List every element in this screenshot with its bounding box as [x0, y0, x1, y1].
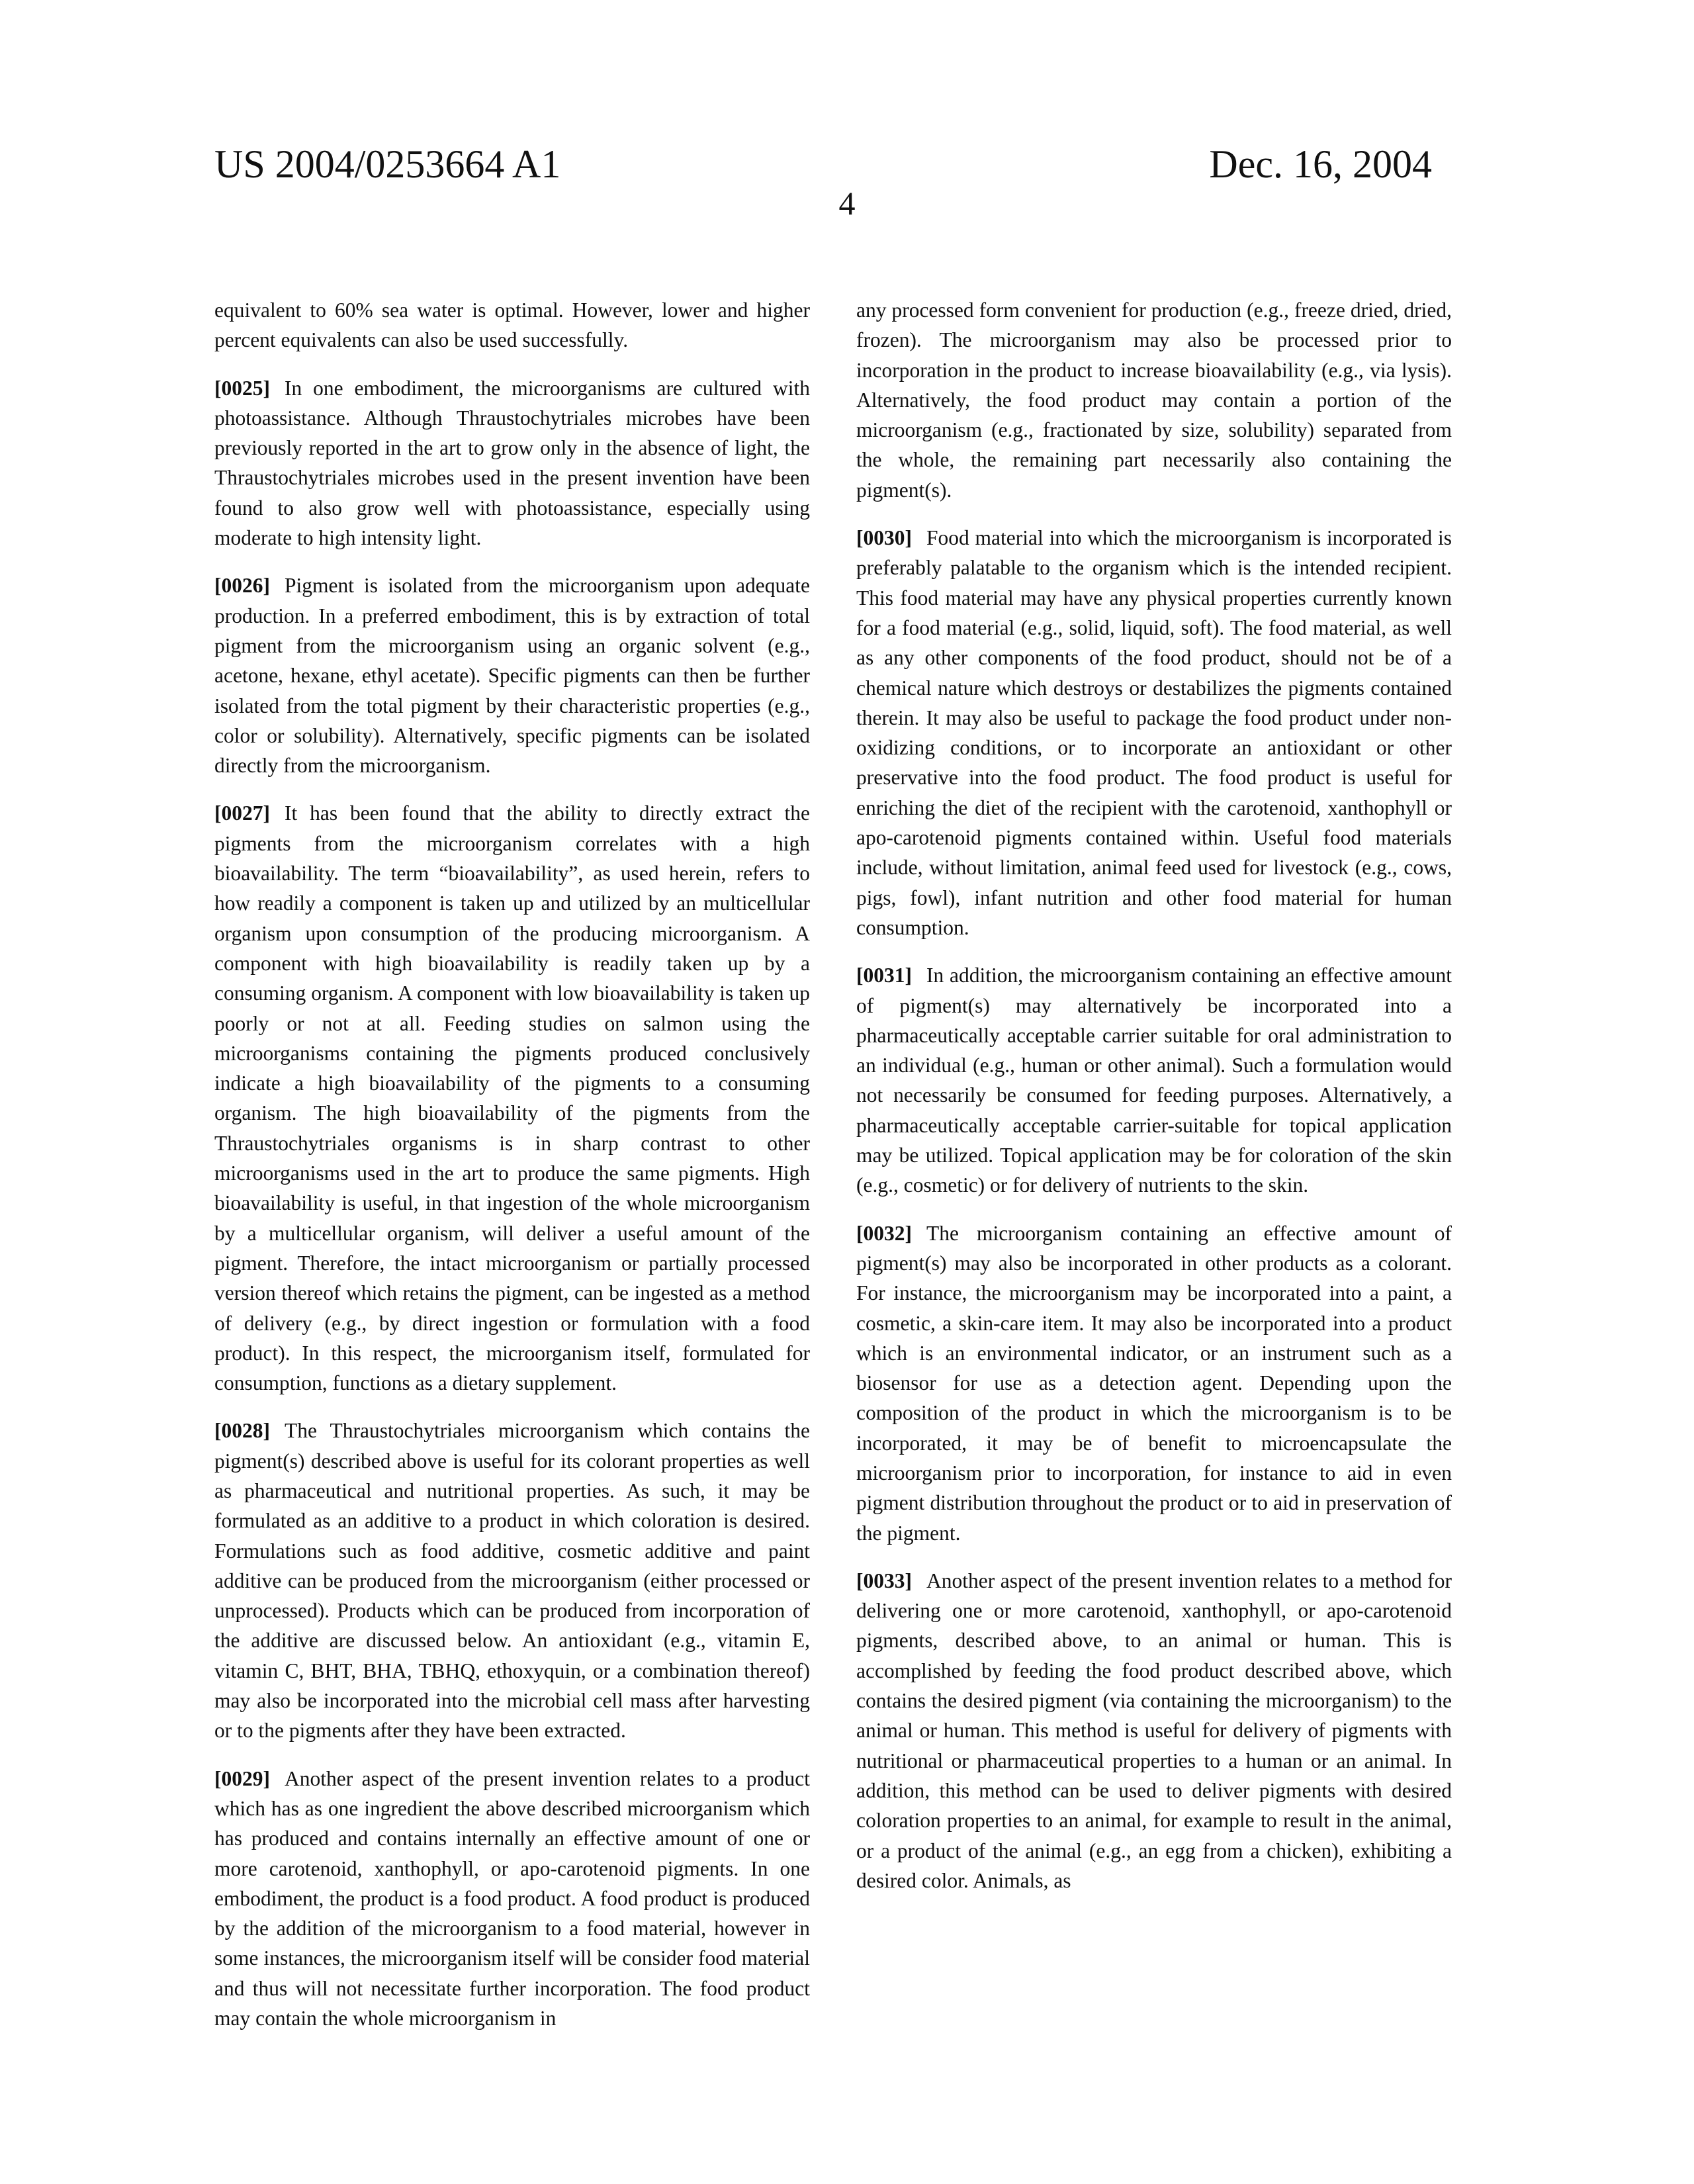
paragraph	[856, 960, 1452, 1200]
paragraph-number: [0025]	[214, 377, 270, 400]
paragraph	[214, 295, 810, 355]
paragraph	[214, 1416, 810, 1745]
paragraph	[856, 1218, 1452, 1548]
paragraph-number: [0030]	[856, 526, 912, 549]
paragraph-number: [0028]	[214, 1419, 270, 1442]
paragraph-text: In one embodiment, the microorganisms are cultured with photoassistance. Although Thraustochytriales microbes have been previously reported in the art to grow only in the absence of light, the Thraustochytriales microbes used in the present invention have been found to also grow well with photoassistance, especially using moderate to high intensity light.	[214, 377, 810, 549]
paragraph-text: Pigment is isolated from the microorganism upon adequate production. In a preferred embodiment, this is by extraction of total pigment from the microorganism using an organic solvent (e.g., acetone, hexane, ethyl acetate). Specific pigments can then be further isolated from the total pigment by their characteristic properties (e.g., color or solubility). Alternatively, specific pigments can be isolated directly from the microorganism.	[214, 574, 810, 777]
right-column	[856, 295, 1452, 1913]
paragraph	[856, 1566, 1452, 1895]
paragraph-number: [0029]	[214, 1767, 270, 1790]
paragraph-text: The Thraustochytriales microorganism which contains the pigment(s) described above is useful for its colorant properties as well as pharmaceutical and nutritional properties. As such, it may be formulated as an additive to a product in which coloration is desired. Formulations such as food additive, cosmetic additive and paint additive can be produced from the microorganism (either processed or unprocessed). Products which can be produced from incorporation of the additive are discussed below. An antioxidant (e.g., vitamin E, vitamin C, BHT, BHA, TBHQ, ethoxyquin, or a combination thereof) may also be incorporated into the microbial cell mass after harvesting or to the pigments after they have been extracted.	[214, 1419, 810, 1742]
paragraph-text: Another aspect of the present invention relates to a method for delivering one or more carotenoid, xanthophyll, or apo-carotenoid pigments, described above, to an animal or human. This is accomplished by feeding the food product described above, which contains the desired pigment (via containing the microorganism) to the animal or human. This method is useful for delivery of pigments with nutritional or pharmaceutical properties to a human or an animal. In addition, this method can be used to deliver pigments with desired coloration properties to an animal, for example to result in the animal, or a product of the animal (e.g., an egg from a chicken), exhibiting a desired color. Animals, as	[856, 1569, 1452, 1892]
paragraph	[214, 373, 810, 553]
paragraph-text: Another aspect of the present invention relates to a product which has as one ingredient the above described microorganism which has produced and contains internally an effective amount of one or more carotenoid, xanthophyll, or apo-carotenoid pigments. In one embodiment, the product is a food product. A food product is produced by the addition of the microorganism to a food material, however in some instances, the microorganism itself will be consider food material and thus will not necessitate further incorporation. The food product may contain the whole microorganism in	[214, 1767, 810, 2030]
paragraph-text: Food material into which the microorganism is incorporated is preferably palatable to the organism which is the intended recipient. This food material may have any physical properties currently known for a food material (e.g., solid, liquid, soft). The food material, as well as any other components of the food product, should not be of a chemical nature which destroys or destabilizes the pigments contained therein. It may also be useful to package the food product under non-oxidizing conditions, or to incorporate an antioxidant or other preservative into the food product. The food product is useful for enriching the diet of the recipient with the carotenoid, xanthophyll or apo-carotenoid pigments contained within. Useful food materials include, without limitation, animal feed used for livestock (e.g., cows, pigs, fowl), infant nutrition and other food material for human consumption.	[856, 526, 1452, 939]
paragraph	[214, 570, 810, 780]
paragraph-number: [0027]	[214, 801, 270, 825]
paragraph-number: [0026]	[214, 574, 270, 597]
paragraph-text: any processed form convenient for production (e.g., freeze dried, dried, frozen). The microorganism may also be processed prior to incorporation in the product to increase bioavailability (e.g., via lysis). Alternatively, the food product may contain a portion of the microorganism (e.g., fractionated by size, solubility) separated from the whole, the remaining part necessarily also containing the pigment(s).	[856, 298, 1452, 502]
paragraph-text: The microorganism containing an effective amount of pigment(s) may also be incorporated in other products as a colorant. For instance, the microorganism may be incorporated into a paint, a cosmetic, a skin-care item. It may also be incorporated into a product which is an environmental indicator, or an instrument such as a biosensor for use as a detection agent. Depending upon the composition of the product in which the microorganism is to be incorporated, it may be of benefit to microencapsulate the microorganism prior to incorporation, for instance to aid in even pigment distribution throughout the product or to aid in preservation of the pigment.	[856, 1222, 1452, 1545]
publication-number: US 2004/0253664 A1	[214, 144, 560, 184]
paragraph-number: [0033]	[856, 1569, 912, 1592]
paragraph-number: [0031]	[856, 964, 912, 987]
paragraph	[856, 295, 1452, 505]
paragraph	[214, 798, 810, 1398]
paragraph	[214, 1764, 810, 2034]
paragraph-text: In addition, the microorganism containing an effective amount of pigment(s) may alternatively be incorporated into a pharmaceutically acceptable carrier suitable for oral administration to an individual (e.g., human or other animal). Such a formulation would not necessarily be consumed for feeding purposes. Alternatively, a pharmaceutically acceptable carrier-suitable for topical application may be utilized. Topical application may be for coloration of the skin (e.g., cosmetic) or for delivery of nutrients to the skin.	[856, 964, 1452, 1197]
paragraph	[856, 523, 1452, 942]
paragraph-number: [0032]	[856, 1222, 912, 1245]
page-number: 4	[0, 187, 1694, 220]
paragraph-text: It has been found that the ability to directly extract the pigments from the microorganism correlates with a high bioavailability. The term “bioavailability”, as used herein, refers to how readily a component is taken up and utilized by an multicellular organism upon consumption of the producing microorganism. A component with high bioavailability is readily taken up by a consuming organism. A component with low bioavailability is taken up poorly or not at all. Feeding studies on salmon using the microorganisms containing the pigments produced conclusively indicate a high bioavailability of the pigments to a consuming organism. The high bioavailability of the pigments from the Thraustochytriales organisms is in sharp contrast to other microorganisms used in the art to produce the same pigments. High bioavailability is useful, in that ingestion of the whole microorganism by a multicellular organism, will deliver a useful amount of the pigment. Therefore, the intact microorganism or partially processed version thereof which retains the pigment, can be ingested as a method of delivery (e.g., by direct ingestion or formulation with a food product). In this respect, the microorganism itself, formulated for consumption, functions as a dietary supplement.	[214, 801, 810, 1394]
publication-date: Dec. 16, 2004	[1209, 144, 1432, 184]
paragraph-text: equivalent to 60% sea water is optimal. However, lower and higher percent equivalents can also be used successfully.	[214, 298, 810, 351]
left-column	[214, 295, 810, 2051]
